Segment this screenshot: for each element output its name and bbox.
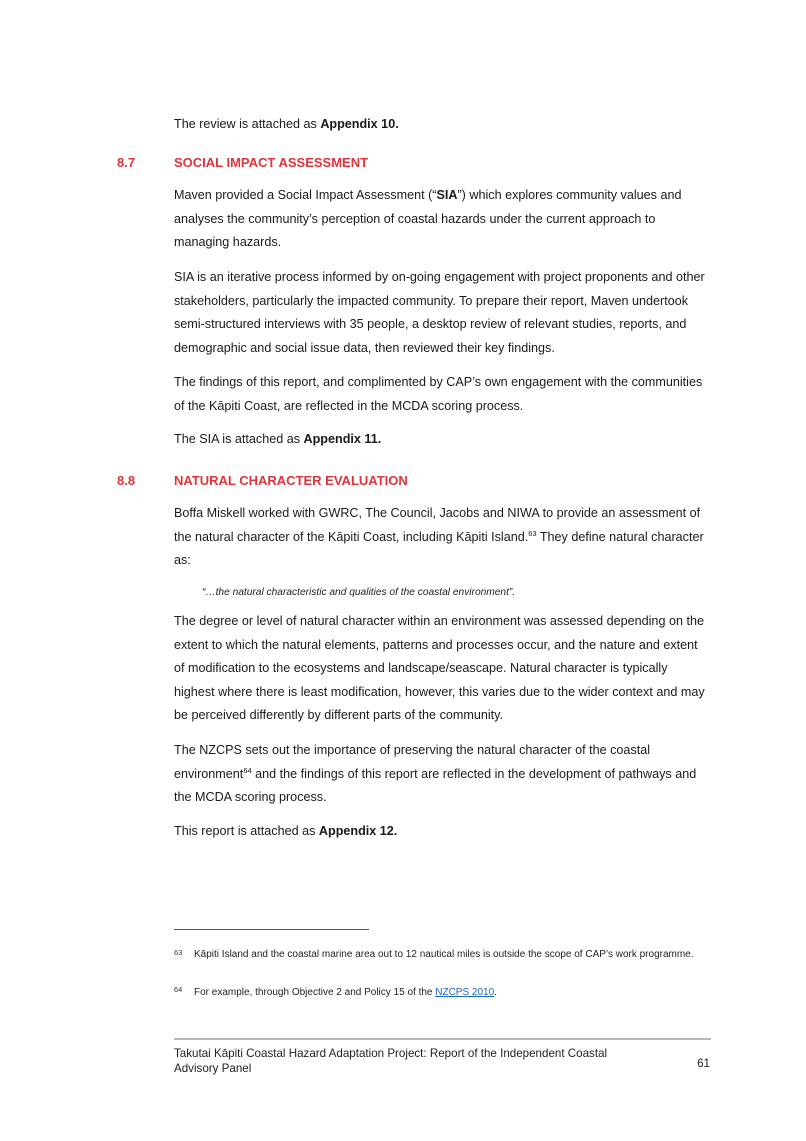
nce-paragraph-3: The NZCPS sets out the importance of preserving the natural character of the coastal environment$^{64}$ and the findings of this report are reflected in the development of pathways and the MCDA scoring process. — [174, 743, 697, 804]
footer-report-title: Takutai Kāpiti Coastal Hazard Adaptation Project: Report of the Independent Coastal Advisory Panel — [174, 1047, 608, 1075]
natural-character-quote: “…the natural characteristic and qualities of the coastal environment”. — [202, 587, 516, 598]
nce-paragraph-1: Boffa Miskell worked with GWRC, The Council, Jacobs and NIWA to provide an assessment of the natural character of the Kāpiti Coast, including Kāpiti Island.$^{63}$ They define natural character as: — [174, 506, 704, 567]
nzcps-2010-link[interactable]: NZCPS 2010 — [435, 987, 495, 998]
section-number-8-8: 8.8 — [117, 473, 136, 488]
footnote-ref-63[interactable]: 63 — [528, 528, 537, 538]
footnote-ref-64[interactable]: 64 — [243, 765, 252, 775]
appendix-11-ref: Appendix 11. — [303, 432, 382, 446]
section-number-8-7: 8.7 — [117, 155, 136, 170]
sia-paragraph-2: SIA is an iterative process informed by on-going engagement with project proponents and other stakeholders, particularly the impacted community. To prepare their report, Maven undertook semi-structured interviews with 35 people, a desktop review of relevant studies, reports, and demographic and social issue data, then reviewed their key findings. — [174, 270, 705, 355]
footer-divider — [174, 1038, 711, 1040]
section-title-8-8: NATURAL CHARACTER EVALUATION — [174, 473, 408, 488]
sia-paragraph-3: The findings of this report, and complimented by CAP’s own engagement with the communities of the Kāpiti Coast, are reflected in the MCDA scoring process. — [174, 375, 703, 413]
footnote-64: For example, through Objective 2 and Policy 15 of the NZCPS 2010. — [194, 987, 497, 998]
footnote-63: Kāpiti Island and the coastal marine area out to 12 nautical miles is outside the scope of CAP’s work programme. — [194, 949, 694, 960]
nce-appendix-paragraph: This report is attached as Appendix 12. — [174, 824, 398, 838]
footnote-divider — [174, 929, 369, 930]
review-paragraph: The review is attached as Appendix 10. — [174, 117, 399, 131]
appendix-10-ref: Appendix 10. — [320, 117, 399, 131]
footnote-number-63: 63 — [174, 948, 183, 957]
nce-paragraph-2: The degree or level of natural character within an environment was assessed depending on the extent to which the natural elements, patterns and processes occur, and the nature and extent of modification to the ecosystems and landscape/seascape. Natural character is typically highest where there is least modification, however, this varies due to the wider context and may be perceived differently by different parts of the community. — [174, 614, 705, 722]
footnote-number-64: 64 — [174, 985, 183, 994]
sia-paragraph-1: Maven provided a Social Impact Assessment (“SIA”) which explores community values and analyses the community’s perception of coastal hazards under the current approach to managing hazards. — [174, 188, 682, 249]
appendix-12-ref: Appendix 12. — [318, 824, 398, 838]
section-title-8-7: SOCIAL IMPACT ASSESSMENT — [174, 155, 369, 170]
page-number: 61 — [697, 1057, 710, 1070]
sia-appendix-paragraph: The SIA is attached as Appendix 11. — [174, 432, 382, 446]
